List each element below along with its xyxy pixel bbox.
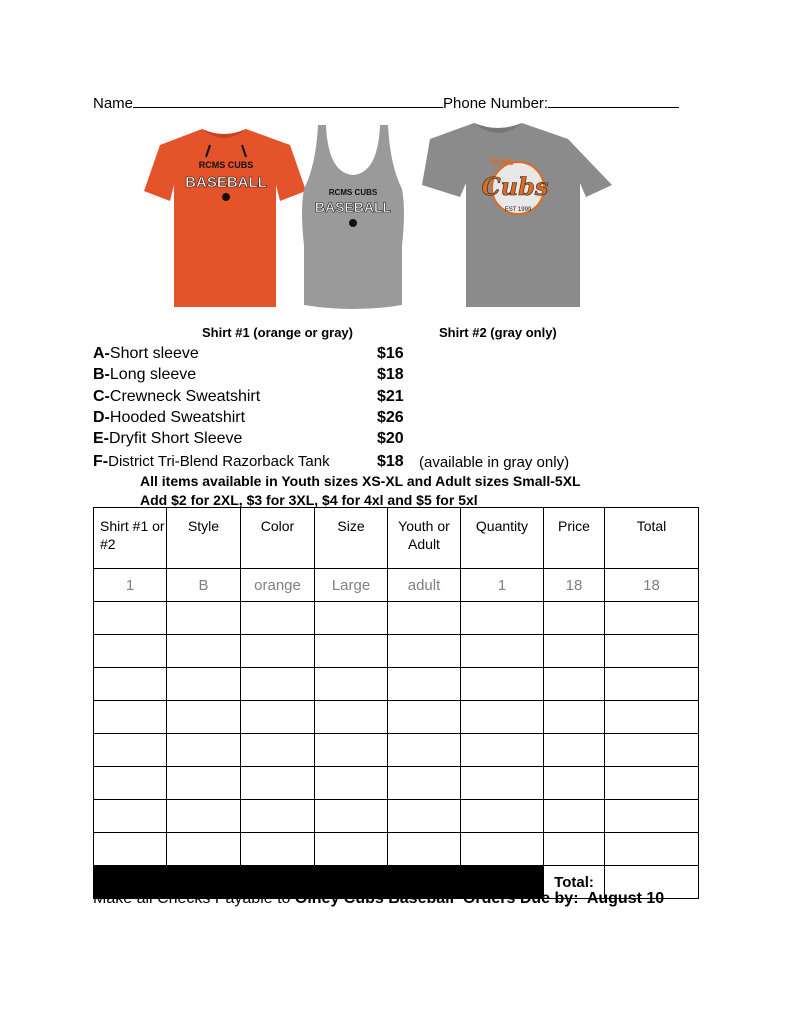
item-row: D-Hooded Sweatshirt $26 (93, 408, 404, 426)
table-row[interactable] (94, 767, 699, 800)
shirt2-caption: Shirt #2 (gray only) (439, 325, 557, 340)
footer-note: Make all Checks Payable to Olney Cubs Baseball Orders Due by: August 10 (93, 890, 665, 907)
table-row[interactable] (94, 668, 699, 701)
item-row: F-District Tri-Blend Razorback Tank $18 (available in gray only) (93, 453, 570, 472)
item-row: C-Crewneck Sweatshirt $21 (93, 387, 404, 405)
item-row: A-Short sleeve $16 (93, 345, 404, 362)
total-label: Total: (544, 866, 605, 899)
phone-label: Phone Number: (443, 95, 549, 112)
item-row: E-Dryfit Short Sleeve $20 (93, 430, 404, 448)
shirt1-caption: Shirt #1 (orange or gray) (202, 325, 353, 340)
orange-print-line2: BASEBALL (185, 174, 267, 191)
table-row[interactable] (94, 635, 699, 668)
phone-field[interactable] (548, 93, 679, 108)
availability-note: All items available in Youth sizes XS-XL and Adult sizes Small-5XL Add $2 for 2XL, $3 for 3XL, $4 for 4xl and $5 for 5xl (140, 473, 581, 508)
table-row[interactable] (94, 602, 699, 635)
table-row[interactable] (94, 701, 699, 734)
col-quantity: Quantity (461, 508, 544, 569)
name-label: Name (93, 95, 134, 112)
tank-print-line2: BASEBALL (314, 199, 392, 215)
shirt2-print-bottom: EST 1999 (504, 207, 532, 213)
table-row[interactable] (94, 734, 699, 767)
col-total: Total (605, 508, 699, 569)
col-color: Color (241, 508, 315, 569)
gray-tank-image (302, 125, 404, 309)
gray-tshirt-image (422, 123, 612, 307)
col-youth-adult: Youth or Adult (388, 508, 461, 569)
item-row: B-Long sleeve $18 (93, 366, 404, 384)
orange-tshirt-image (144, 129, 306, 307)
item-price-list (93, 343, 693, 473)
shirt2-print-script: Cubs (481, 172, 549, 201)
tank-print-line1: RCMS CUBS (328, 188, 378, 197)
payee: Olney Cubs Baseball (294, 890, 455, 907)
table-row[interactable] (94, 833, 699, 866)
shirt-images (140, 115, 620, 317)
order-table (93, 507, 699, 899)
table-header-row (94, 508, 699, 569)
col-price: Price (544, 508, 605, 569)
col-size: Size (315, 508, 388, 569)
table-row[interactable] (94, 800, 699, 833)
col-style: Style (167, 508, 241, 569)
name-field[interactable] (133, 93, 443, 108)
col-shirt: Shirt #1 or #2 (94, 508, 167, 569)
example-row: 1 B orange Large adult 1 18 18 (94, 569, 699, 602)
due-date: Orders Due by: August 10 (454, 890, 665, 907)
shirt2-print-top: RCMS (490, 158, 514, 167)
orange-print-line1: RCMS CUBS (198, 160, 254, 170)
header-line (93, 93, 693, 112)
